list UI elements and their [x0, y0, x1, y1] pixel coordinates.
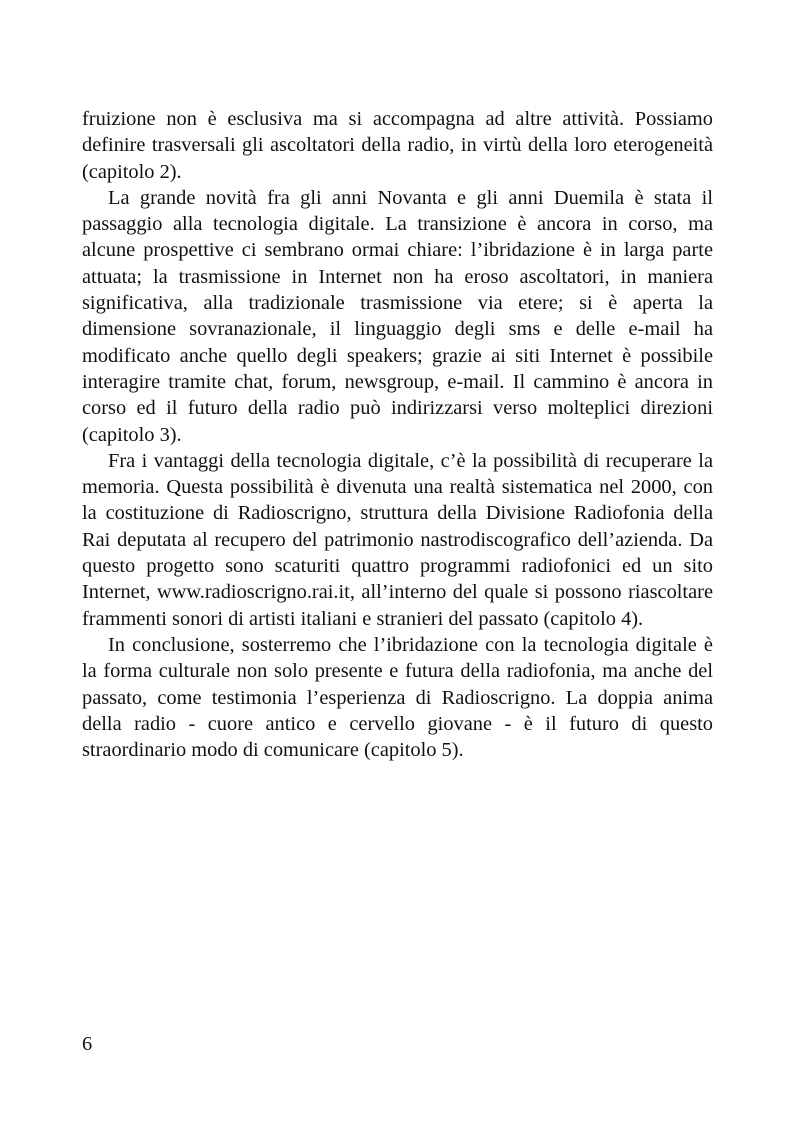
paragraph-digital-transition: La grande novità fra gli anni Novanta e gli anni Duemila è stata il passaggio alla tecnologia digitale. La transizione è ancora in corso, ma alcune prospettive ci sembrano ormai chiare: l’ibridazione è in larga parte attuata; la trasmissione in Internet non ha eroso ascoltatori, in maniera significativa, alla tradizionale trasmissione via etere; si è aperta la dimensione sovranazionale, il linguaggio degli sms e delle e-mail ha modificato anche quello degli speakers; grazie ai siti Internet è possibile interagire tramite chat, forum, newsgroup, e-mail. Il cammino è ancora in corso ed il futuro della radio può indirizzarsi verso molteplici direzioni (capitolo 3). [82, 186, 713, 446]
page-number: 6 [82, 1033, 93, 1055]
paragraph-conclusion: In conclusione, sosterremo che l’ibridazione con la tecnologia digitale è la forma culturale non solo presente e futura della radiofonia, ma anche del passato, come testimonia l’esperienza di Radioscrigno. La doppia anima della radio - cuore antico e cervello giovane - è il futuro di questo straordinario modo di comunicare (capitolo 5). [82, 633, 713, 762]
paragraph-radioscrigno: Fra i vantaggi della tecnologia digitale, c’è la possibilità di recuperare la memoria. Questa possibilità è divenuta una realtà sistematica nel 2000, con la costituzione di Radioscrigno, struttura della Divisione Radiofonia della Rai deputata al recupero del patrimonio nastrodiscografico dell’azienda. Da questo progetto sono scaturiti quattro programmi radiofonici ed un sito Internet, www.radioscrigno.rai.it, all’interno del quale si possono riascoltare frammenti sonori di artisti italiani e stranieri del passato (capitolo 4). [82, 449, 713, 630]
paragraph-continuation: fruizione non è esclusiva ma si accompagna ad altre attività. Possiamo definire trasversali gli ascoltatori della radio, in virtù della loro eterogeneità (capitolo 2). [82, 108, 713, 183]
body-text [82, 106, 713, 763]
